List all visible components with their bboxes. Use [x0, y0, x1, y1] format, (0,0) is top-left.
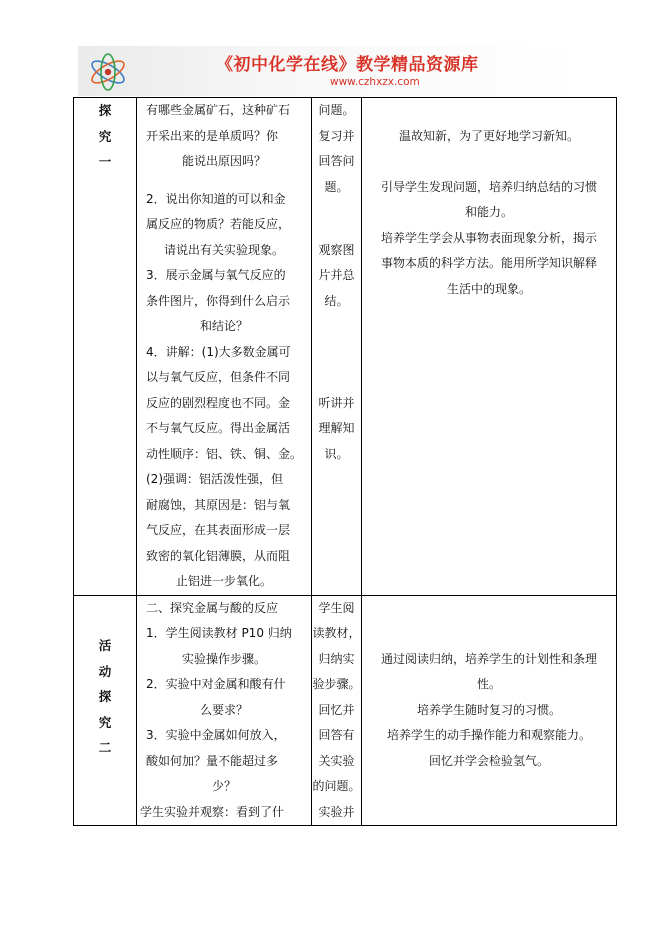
text-line: 属反应的物质？若能反应， [146, 217, 291, 231]
text-line: 回忆并 [318, 702, 355, 717]
stage-char: 究 [98, 128, 112, 144]
text-line: 能说出原因吗？ [181, 154, 266, 168]
text-line: 和能力。 [464, 205, 513, 219]
student-activity-cell [312, 595, 362, 826]
text-line: 和结论？ [199, 319, 248, 333]
text-line: 2．说出你知道的可以和金 [146, 191, 286, 206]
teacher-activity-cell [137, 595, 312, 826]
text-line: 学生实验并观察：看到了什 [140, 804, 285, 819]
text-line: 止铝进一步氧化。 [175, 574, 272, 588]
text-line: 性。 [476, 677, 501, 691]
text-line: 3．展示金属与氧气反应的 [146, 268, 286, 282]
text-line: 致密的氧化铝薄膜，从而阻 [146, 548, 291, 563]
design-intent-cell [362, 595, 617, 826]
text-line: 归纳实 [318, 651, 355, 666]
text-line: 1．学生阅读教材 P10 归纳 [146, 626, 292, 640]
text-line: 3．实验中金属如何放入， [146, 728, 286, 742]
stage-cell [74, 595, 137, 826]
text-line: 么要求？ [199, 702, 248, 717]
text-line: 请说出有关实验现象。 [163, 242, 284, 257]
stage-cell [74, 98, 137, 596]
design-intent-cell [362, 98, 617, 596]
text-line: 读教材， [312, 626, 361, 640]
teacher-activity-cell [137, 98, 312, 596]
text-line: 事物本质的科学方法。能用所学知识解释 [380, 256, 597, 270]
text-line: 验步骤。 [312, 677, 361, 691]
text-line: 4．讲解：(1)大多数金属可 [146, 344, 291, 359]
text-line: 结。 [324, 293, 349, 308]
text-line: 培养学生随时复习的习惯。 [416, 702, 561, 717]
stage-char: 究 [98, 714, 112, 730]
text-line: 少？ [211, 779, 236, 793]
text-line: 温故知新，为了更好地学习新知。 [398, 128, 579, 143]
stage-char: 活 [98, 638, 112, 653]
text-line: 培养学生的动手操作能力和观察能力。 [386, 728, 591, 742]
text-line: 二、探究金属与酸的反应 [146, 600, 279, 615]
text-line: 有哪些金属矿石，这种矿石 [146, 103, 291, 117]
text-line: 回忆并学会检验氢气。 [428, 753, 549, 768]
text-line: 条件图片，你得到什么启示 [146, 293, 291, 308]
text-line: 回答问 [318, 154, 355, 168]
text-line: 识。 [324, 446, 349, 461]
text-line: 生活中的现象。 [446, 281, 531, 296]
text-line: 听讲并 [318, 395, 355, 410]
text-line: 耐腐蚀，其原因是：铝与氧 [146, 497, 291, 512]
text-line: (2)强调：铝活泼性强，但 [146, 472, 283, 486]
text-line: 理解知 [318, 421, 355, 435]
stage-char: 一 [98, 154, 112, 169]
text-line: 复习并 [318, 128, 355, 143]
text-line: 实验操作步骤。 [181, 651, 266, 666]
text-line: 开采出来的是单质吗？你 [146, 128, 279, 143]
text-line: 气反应，在其表面形成一层 [146, 523, 291, 537]
table-row [74, 595, 617, 826]
student-activity-cell [312, 98, 362, 596]
text-line: 题。 [324, 179, 349, 194]
text-line: 培养学生学会从事物表面现象分析，揭示 [380, 230, 597, 245]
text-line: 酸如何加？量不能超过多 [146, 753, 279, 768]
stage-char: 探 [98, 689, 112, 704]
stage-char: 二 [98, 740, 112, 755]
text-line: 不与氧气反应。得出金属活 [146, 421, 291, 435]
text-line: 问题。 [318, 103, 355, 117]
text-line: 以与氧气反应，但条件不同 [146, 370, 291, 384]
text-line: 动性顺序：铝、铁、铜、金。 [146, 446, 303, 461]
text-line: 关实验 [318, 753, 355, 768]
stage-char: 探 [98, 103, 112, 118]
text-line: 引导学生发现问题，培养归纳总结的习惯 [380, 179, 597, 194]
stage-char: 动 [98, 663, 112, 679]
table-row [74, 98, 617, 596]
lesson-table [73, 97, 617, 826]
text-line: 实验并 [318, 804, 355, 819]
text-line: 观察图 [318, 242, 355, 257]
text-line: 片并总 [318, 268, 355, 282]
banner-title: 《初中化学在线》教学精品资源库 [216, 55, 479, 75]
text-line: 反应的剧烈程度也不同。金 [146, 395, 291, 410]
text-line: 的问题。 [312, 779, 361, 793]
text-line: 通过阅读归纳，培养学生的计划性和条理 [380, 651, 597, 666]
banner-url: www.czhxzx.com [330, 76, 420, 88]
text-line: 学生阅 [318, 600, 355, 615]
header-banner [78, 46, 583, 96]
atom-logo-icon [86, 52, 130, 92]
text-line: 2．实验中对金属和酸有什 [146, 677, 286, 691]
text-line: 回答有 [318, 728, 355, 742]
